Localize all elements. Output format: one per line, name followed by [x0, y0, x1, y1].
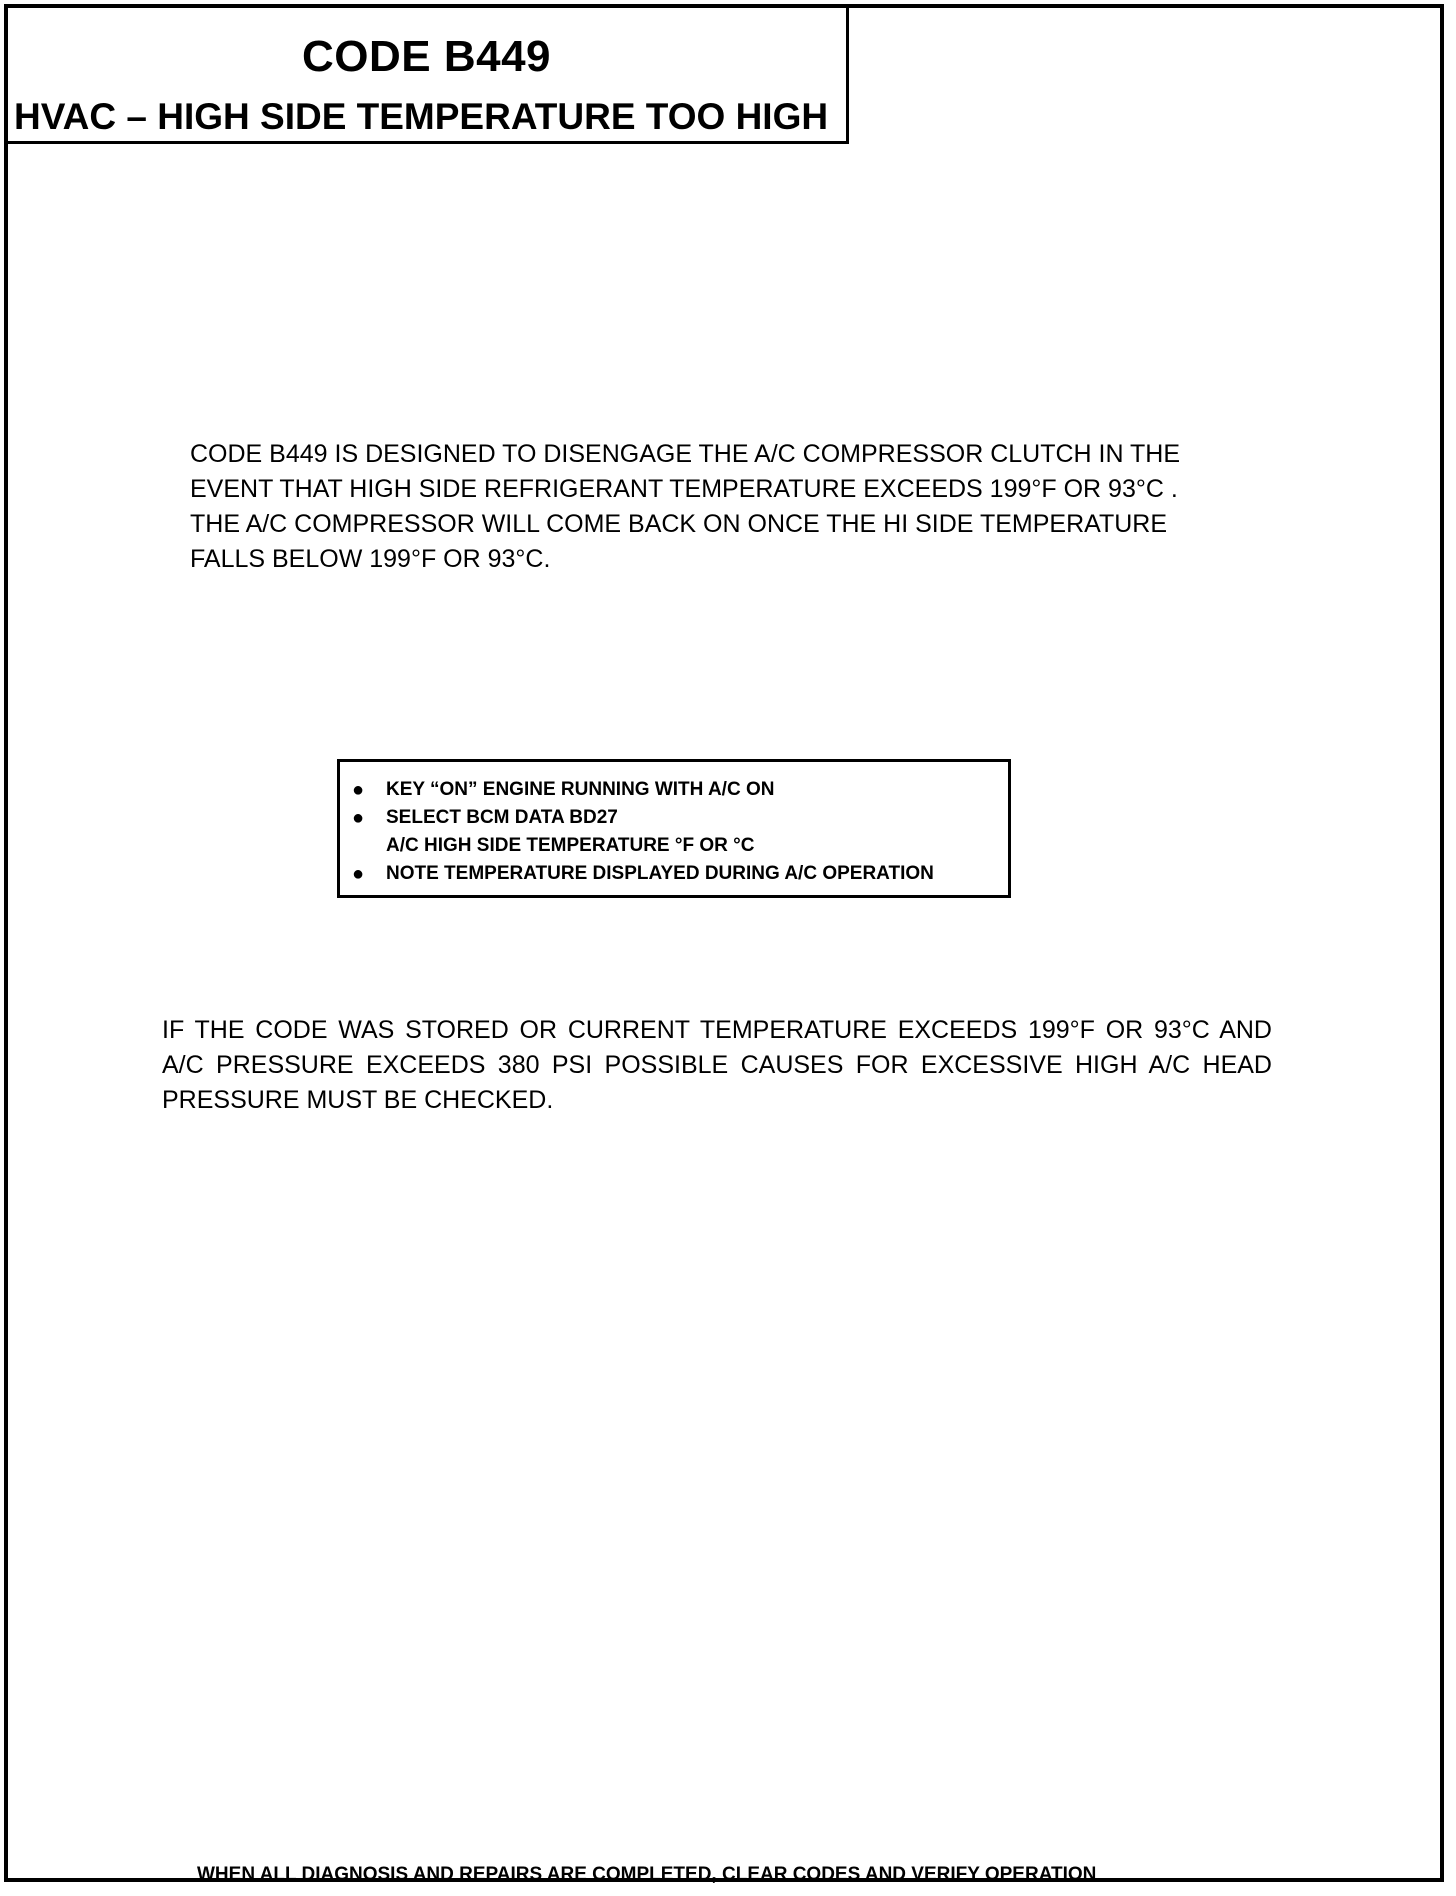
step-item — [352, 860, 1008, 888]
instruction-line: A/C PRESSURE EXCEEDS 380 PSI POSSIBLE CAUSES FOR EXCESSIVE HIGH A/C HEAD — [162, 1051, 1272, 1079]
step-text: A/C HIGH SIDE TEMPERATURE °F OR °C — [386, 835, 755, 856]
page-frame — [4, 4, 1444, 1882]
instruction-paragraph — [162, 1013, 1272, 1118]
test-steps-box — [337, 759, 1011, 898]
bullet-icon: ● — [352, 779, 365, 801]
step-item — [352, 804, 1008, 832]
description-line: FALLS BELOW 199°F OR 93°C. — [190, 545, 551, 573]
instruction-line: PRESSURE MUST BE CHECKED. — [162, 1086, 554, 1114]
description-line: THE A/C COMPRESSOR WILL COME BACK ON ONCE THE HI SIDE TEMPERATURE — [190, 510, 1168, 538]
step-text: SELECT BCM DATA BD27 — [386, 807, 618, 828]
bullet-icon: ● — [352, 863, 365, 885]
footer-note: WHEN ALL DIAGNOSIS AND REPAIRS ARE COMPLETED, CLEAR CODES AND VERIFY OPERATION — [197, 1864, 1097, 1885]
description-paragraph — [190, 437, 1180, 577]
bullet-icon: ● — [352, 807, 365, 829]
step-item — [352, 776, 1008, 804]
code-subtitle: HVAC – HIGH SIDE TEMPERATURE TOO HIGH — [14, 96, 829, 137]
code-title: CODE B449 — [301, 32, 552, 81]
step-item — [352, 832, 1008, 860]
step-text: NOTE TEMPERATURE DISPLAYED DURING A/C OPERATION — [386, 863, 934, 884]
step-text: KEY “ON” ENGINE RUNNING WITH A/C ON — [386, 779, 775, 800]
title-box — [4, 4, 849, 144]
instruction-line: IF THE CODE WAS STORED OR CURRENT TEMPERATURE EXCEEDS 199°F OR 93°C AND — [162, 1016, 1272, 1044]
description-line: CODE B449 IS DESIGNED TO DISENGAGE THE A/C COMPRESSOR CLUTCH IN THE — [190, 440, 1181, 468]
bullet-spacer — [352, 832, 386, 860]
description-line: EVENT THAT HIGH SIDE REFRIGERANT TEMPERATURE EXCEEDS 199°F OR 93°C . — [190, 475, 1178, 503]
